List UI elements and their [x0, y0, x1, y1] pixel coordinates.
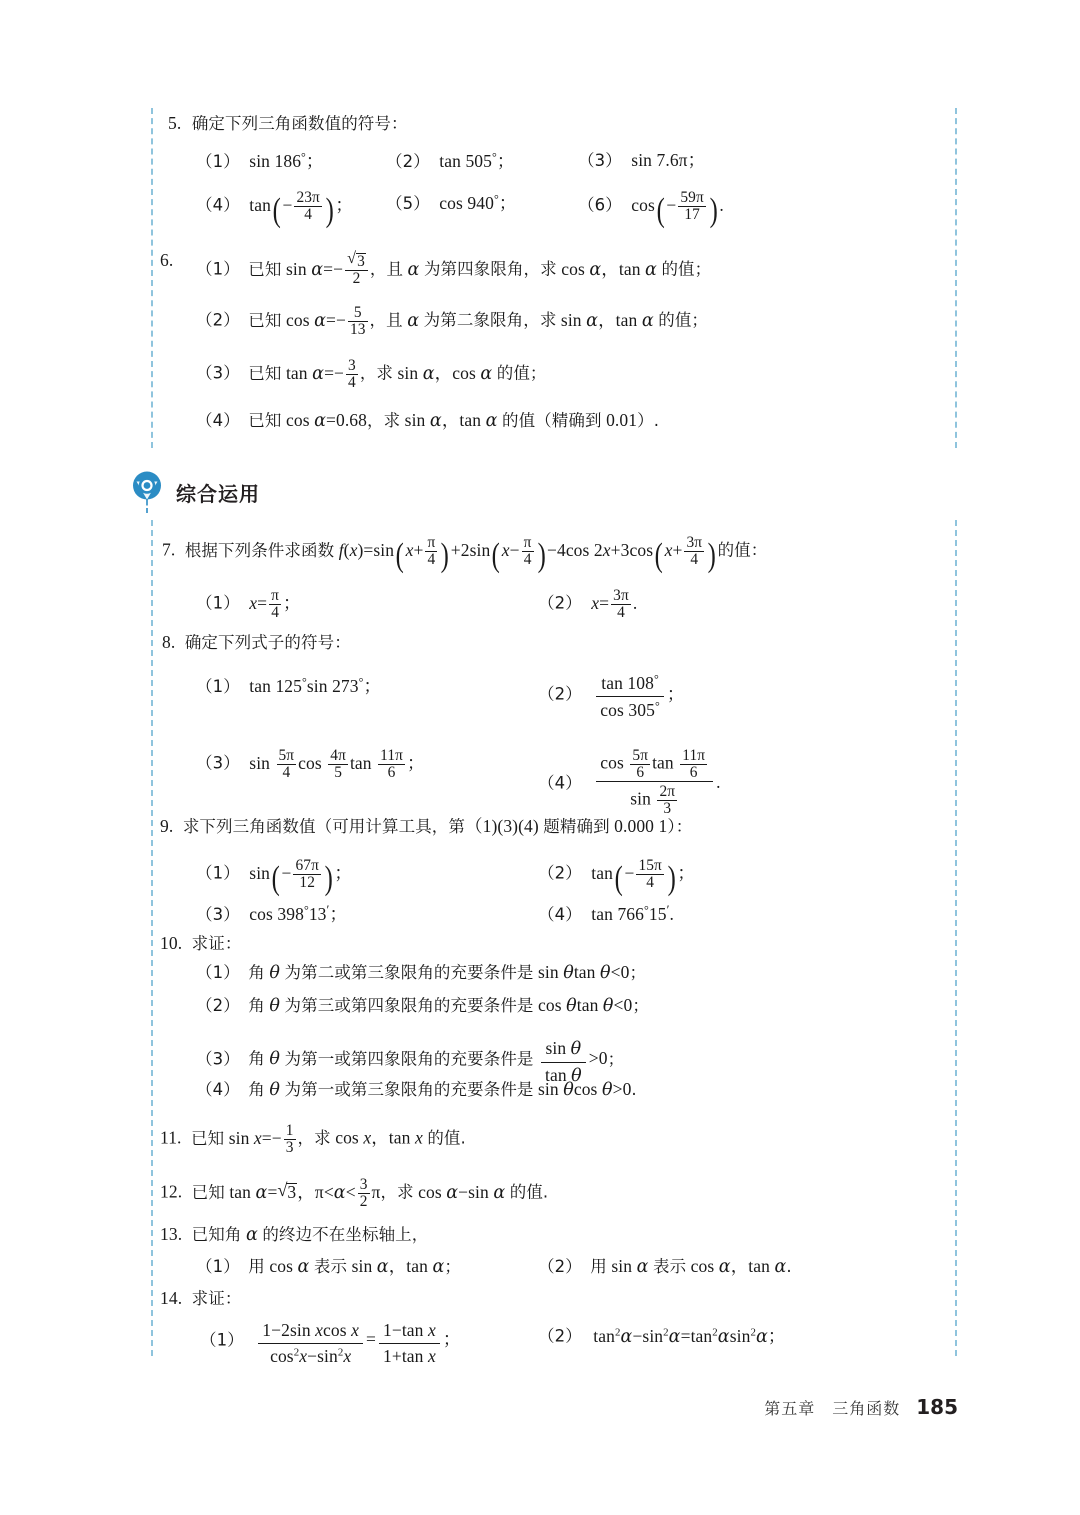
item-label: （1） — [196, 863, 240, 883]
item-label: （4） — [196, 1080, 240, 1099]
exercise-8-item-2: $\frac{\tan 108^\circ}{\cos 305^\circ}$ ； — [593, 684, 684, 704]
exercise-5-stem: 确定下列三角函数值的符号： — [191, 114, 408, 133]
item-label: （3） — [196, 753, 240, 773]
exercise-10-stem: 求证： — [191, 934, 242, 953]
item-label: （2） — [538, 684, 582, 704]
exercise-10-item-2: 角 — [248, 996, 265, 1015]
item-label: （6） — [578, 195, 622, 215]
item-label: （4） — [196, 411, 240, 430]
exercise-14-item-1: $\frac{\text{1−2sin xcos x}}{\cos^2x-\sin^2x}$ = $\frac{\text{1−tan x}}{\text{1+tan x}}$ ； — [255, 1329, 460, 1349]
exercise-9-number: 9. — [160, 816, 174, 836]
item-label: （1） — [196, 1257, 240, 1276]
exercise-7-number: 7. — [162, 539, 176, 560]
item-label: （1） — [196, 152, 240, 172]
exercise-14-number: 14. — [160, 1288, 183, 1308]
item-label: （4） — [538, 773, 582, 793]
exercise-8-number: 8. — [162, 632, 176, 652]
item-label: （1） — [200, 1330, 244, 1350]
exercise-10-item-4: 角 — [248, 1080, 265, 1099]
exercise-5-number: 5. — [168, 113, 182, 133]
item-label: （4） — [538, 904, 582, 924]
exercise-9-item-4: tan 766°15′. — [591, 902, 675, 924]
exercise-14-item-2: $\tan^2\alpha-\sin^2\alpha=\tan^2\alpha\sin^2\alpha$； — [593, 1325, 786, 1347]
exercise-10-number: 10. — [160, 933, 183, 953]
exercise-14-stem: 求证： — [191, 1289, 242, 1308]
item-label: （1） — [196, 259, 240, 279]
item-label: （5） — [386, 194, 430, 214]
exercise-13-number: 13. — [160, 1224, 183, 1244]
exercise-13-item-1: 用 — [248, 1257, 265, 1276]
item-label: （2） — [196, 996, 240, 1015]
page-footer — [764, 1395, 958, 1419]
exercise-9-item-1: sin(− $\frac{67\pi}{12}$ )； — [249, 857, 353, 897]
exercise-7-item-2: x= $\frac{3\pi}{4}$ . — [591, 587, 638, 621]
exercise-11-stem: 已知 — [191, 1128, 225, 1148]
exercise-13-item-2: 用 — [590, 1257, 607, 1276]
item-label: （3） — [196, 1049, 240, 1069]
exercise-5-item-2: tan 505°； — [439, 150, 515, 172]
exercise-9-stem: 求下列三角函数值（可用计算工具，第 — [182, 817, 466, 836]
exercise-7-stem-lead: 根据下列条件求函数 — [184, 540, 335, 560]
item-label: （2） — [538, 1257, 582, 1276]
item-label: （3） — [196, 904, 240, 924]
item-label: （2） — [538, 863, 582, 883]
item-label: （2） — [386, 152, 430, 172]
item-label: （1） — [196, 963, 240, 982]
footer-page-number: 185 — [916, 1395, 958, 1419]
exercise-9-item-3: cos 398°13′； — [249, 902, 348, 924]
item-label: （3） — [196, 363, 240, 383]
exercise-8-item-1: tan 125°sin 273°； — [249, 675, 382, 697]
exercise-12-number: 12. — [160, 1181, 183, 1202]
section-title: 综合运用 — [176, 481, 260, 506]
footer-chapter: 第五章 三角函数 — [764, 1399, 901, 1418]
textbook-page: 5. 确定下列三角函数值的符号： （1） sin 186°； （2） tan 505°； （3） sin 7.6π； （4） tan(− $\frac{23\pi}{4}$ )； （5） cos 940°； （6） cos(− $\frac{59\pi}{17}$ ). 6. （1） 已知 sin α=− √ $\frac{3}{2}$ ，且 α 为第四象限角，求 cos α，tan α 的值； （2） 已知 cos α=− $\frac{5}{13}$ ，且 α 为第二象限角，求 sin α，tan α 的值； （3） 已知 tan α=− $\frac{3}{4}$ ，求 sin α，cos α 的值； （4） 已知 cos α=0.68，求 sin α，tan α 的值（精确到 0.01）. 综合运用 7. 根据下列条件求函数 f(x)=sin(x+ $\frac{\pi}{4}$ )+2sin(x− $\frac{\pi}{4}$ )−4cos 2x+3cos(x+ $\frac{3\pi}{4}$ )的值： （1） x= $\frac{\pi}{4}$ ； （2） x= $\frac{3\pi}{4}$ . 8. 确定下列式子的符号： （1） tan 125°sin 273°； （2） $\frac{\tan 108^\circ}{\cos 305^\circ}$ ； （3） sin $\frac{5\pi}{4}$ cos $\frac{4\pi}{5}$ tan $\frac{11\pi}{6}$ ； （4） cos $\frac{5\pi}{6}$ tan $\frac{11\pi}{6}$ sin $\frac{2\pi}{3}$ . 9. 求下列三角函数值（可用计算工具，第（1)(3)(4) 题精确到 0.000 1）： （1） sin(− $\frac{67\pi}{12}$ )； （2） tan(− $\frac{15\pi}{4}$ )； （3） cos 398°13′； （4） tan 766°15′. 10. 求证： （1） 角 θ 为第二或第三象限角的充要条件是 sin θtan θ<0； （2） 角 θ 为第三或第四象限角的充要条件是 cos θtan θ<0； （3） 角 θ 为第一或第四象限角的充要条件是 $\frac{\text{sin θ}}{\text{tan θ}}$ >0； （4） 角 θ 为第一或第三象限角的充要条件是 sin θcos θ>0. 11. 已知 sin x=− $\frac{1}{3}$ ，求 cos x，tan x 的值. 12. 已知 tan α= √ 3，π<α< $\frac{3}{2}$ π，求 cos α−sin α 的值. 13. 已知角 α 的终边不在坐标轴上， （1） 用 cos α 表示 sin α，tan α； （2） 用 sin α 表示 cos α，tan α. 14. 求证： （1） $\frac{\text{1−2sin xcos x}}{\cos^2x-\sin^2x}$ = $\frac{\text{1−tan x}}{\text{1+tan x}}$ ； （2） $\tan^2\alpha-\sin^2\alpha=\tan^2\alpha\sin^2\alpha$； 第五章 三角函数 185 — [0, 0, 1080, 1515]
exercise-8-stem: 确定下列式子的符号： — [184, 633, 351, 652]
exercise-5-item-3: sin 7.6π； — [631, 150, 706, 170]
item-label: （1） — [196, 593, 240, 613]
exercise-7-item-1: x= $\frac{\pi}{4}$ ； — [249, 587, 301, 621]
item-label: （3） — [578, 151, 622, 170]
exercise-5-item-4: tan(− $\frac{23\pi}{4}$ )； — [249, 189, 353, 229]
exercise-5-item-5: cos 940°； — [439, 192, 517, 214]
exercise-11-number: 11. — [160, 1127, 182, 1148]
exercise-6-item-3: 已知 — [248, 363, 282, 383]
item-label: （4） — [196, 195, 240, 215]
compass-emblem-icon — [130, 470, 164, 514]
exercise-8-item-3: sin $\frac{5\pi}{4}$ cos $\frac{4\pi}{5}$ tan $\frac{11\pi}{6}$ ； — [249, 747, 425, 781]
exercise-10-item-1: 角 — [248, 963, 265, 982]
section-header-comprehensive — [130, 470, 260, 514]
exercise-5-item-1: sin 186°； — [249, 150, 324, 172]
item-label: （2） — [196, 310, 240, 330]
exercise-8-item-4: cos $\frac{5\pi}{6}$ tan $\frac{11\pi}{6}$ sin $\frac{2\pi}{3}$ . — [593, 772, 720, 792]
exercise-9-item-2: tan(− $\frac{15\pi}{4}$ )； — [591, 857, 695, 897]
exercise-6-number: 6. — [160, 250, 174, 270]
exercise-5-item-6: cos(− $\frac{59\pi}{17}$ ). — [631, 189, 724, 229]
exercise-6-item-4: 已知 — [248, 411, 282, 430]
item-label: （1） — [196, 677, 240, 697]
item-label: （2） — [538, 593, 582, 613]
exercise-6-item-2: 已知 — [248, 310, 282, 330]
exercise-12-stem: 已知 — [191, 1182, 225, 1202]
exercise-6-item-1: 已知 — [248, 259, 282, 279]
item-label: （2） — [538, 1326, 582, 1346]
exercise-10-item-3: 角 — [248, 1049, 265, 1069]
exercise-13-stem: 已知角 — [191, 1225, 242, 1244]
